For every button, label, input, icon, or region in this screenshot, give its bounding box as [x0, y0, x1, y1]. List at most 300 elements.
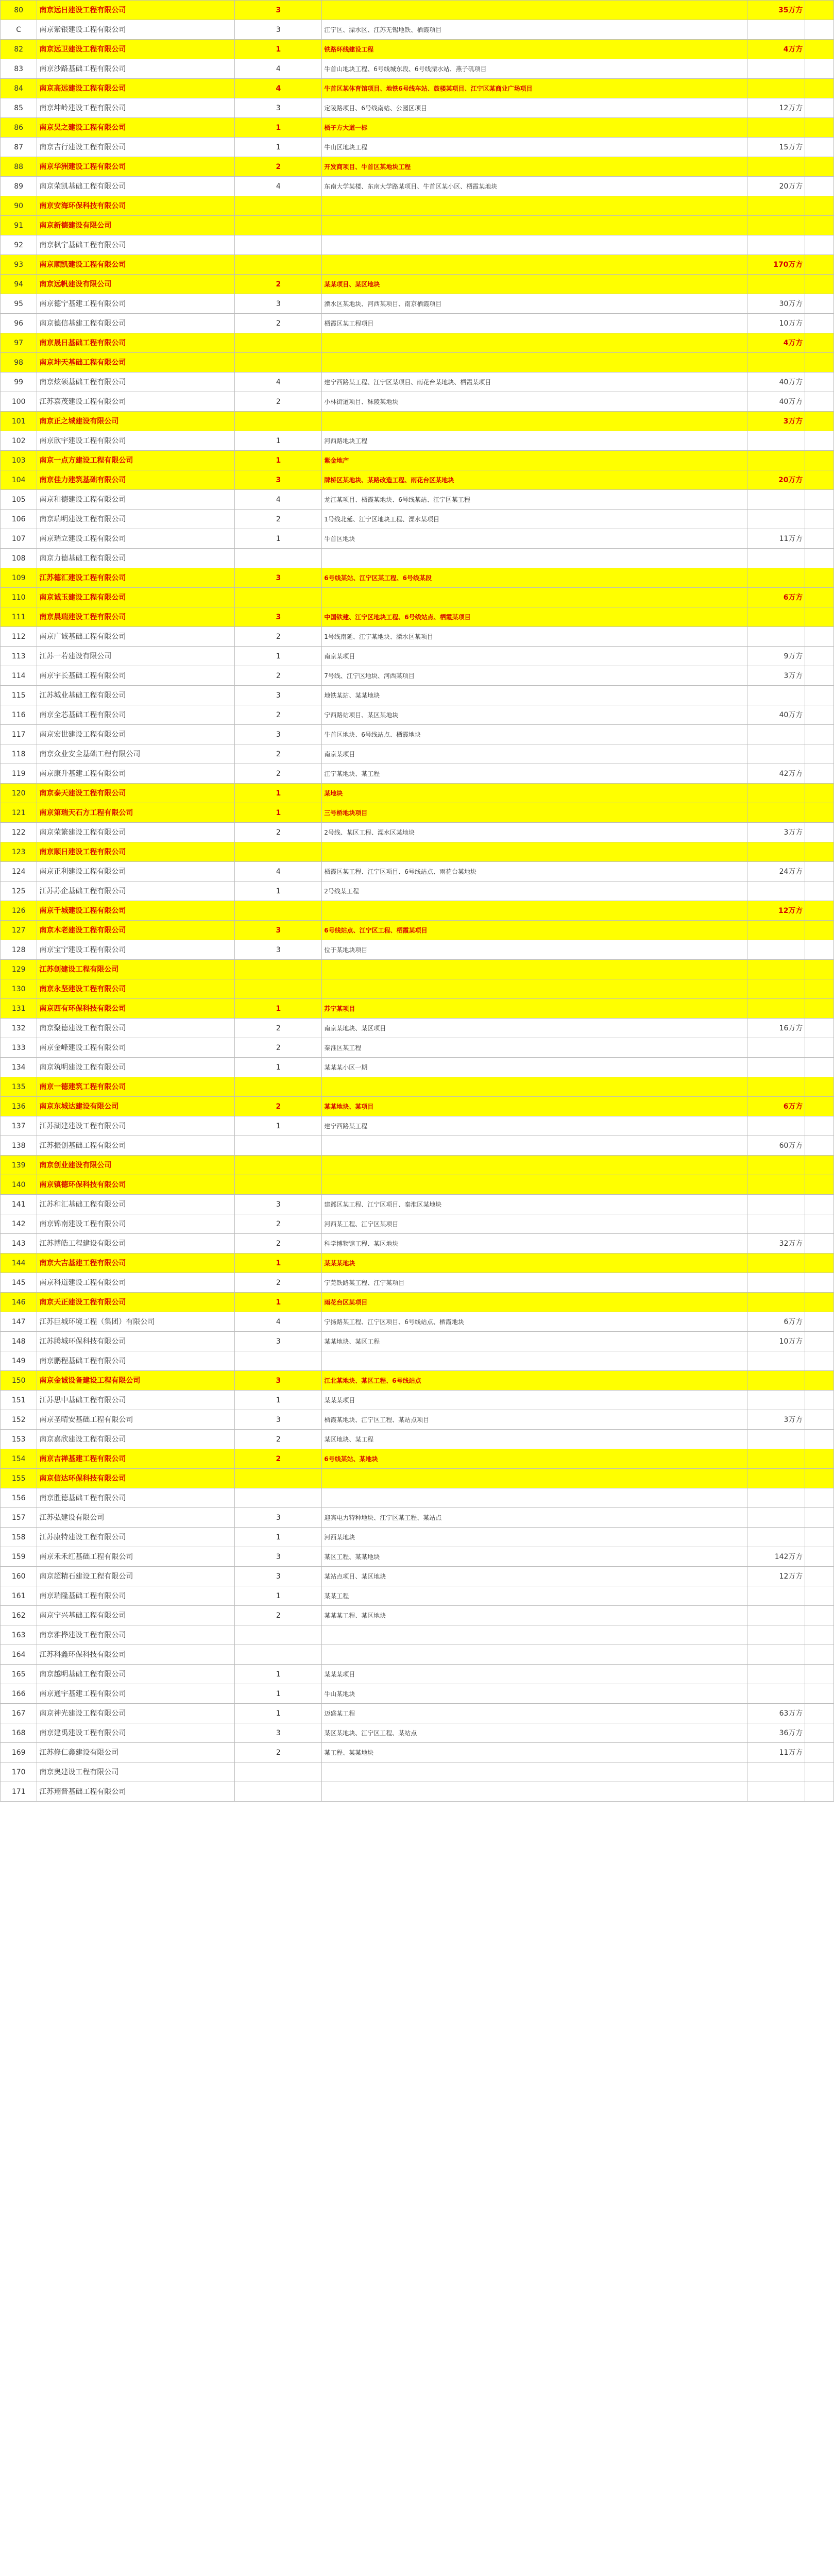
project-list-cell: 2号线某工程: [322, 882, 747, 901]
company-name-cell: 江苏巨城环境工程（集团）有限公司: [37, 1312, 235, 1332]
company-name-cell: 江苏腾城环保科技有限公司: [37, 1332, 235, 1351]
company-name-cell: 南京宝宁建设工程有限公司: [37, 940, 235, 960]
table-row: [1, 275, 834, 294]
project-count-cell: 2: [235, 1038, 322, 1058]
row-number-cell: 164: [1, 1645, 37, 1665]
row-number-cell: 97: [1, 333, 37, 353]
spacer-cell: [805, 353, 834, 372]
company-name-cell: 南京木老建设工程有限公司: [37, 921, 235, 940]
spacer-cell: [805, 1410, 834, 1430]
volume-cell: [747, 1488, 805, 1508]
project-count-cell: 4: [235, 372, 322, 392]
table-row: [1, 1488, 834, 1508]
company-name-cell: 南京圣晴安基础工程有限公司: [37, 1410, 235, 1430]
spacer-cell: [805, 647, 834, 666]
row-number-cell: 149: [1, 1351, 37, 1371]
company-name-cell: 南京神光建设工程有限公司: [37, 1704, 235, 1723]
company-name-cell: 南京广诚基础工程有限公司: [37, 627, 235, 647]
company-name-cell: 江苏翔晋基础工程有限公司: [37, 1782, 235, 1802]
company-name-cell: 南京永坚建设工程有限公司: [37, 979, 235, 999]
volume-cell: 36万方: [747, 1723, 805, 1743]
company-name-cell: 南京远卫建设工程有限公司: [37, 40, 235, 59]
spacer-cell: [805, 607, 834, 627]
volume-cell: 32万方: [747, 1234, 805, 1253]
row-number-cell: 131: [1, 999, 37, 1019]
table-row: [1, 1762, 834, 1782]
company-name-cell: 南京正之城建设有限公司: [37, 412, 235, 431]
volume-cell: [747, 1508, 805, 1528]
project-list-cell: 江宁区、溧水区、江苏无锡地铁、栖霞项目: [322, 20, 747, 40]
table-row: [1, 1430, 834, 1449]
project-count-cell: [235, 1645, 322, 1665]
table-row: [1, 333, 834, 353]
volume-cell: 20万方: [747, 177, 805, 196]
spacer-cell: [805, 1019, 834, 1038]
spacer-cell: [805, 549, 834, 568]
spacer-cell: [805, 1175, 834, 1195]
table-row: [1, 549, 834, 568]
volume-cell: [747, 940, 805, 960]
company-name-cell: 南京华洲建设工程有限公司: [37, 157, 235, 177]
company-name-cell: 南京瑞明建设工程有限公司: [37, 510, 235, 529]
company-name-cell: 南京正利建设工程有限公司: [37, 862, 235, 882]
volume-cell: [747, 1528, 805, 1547]
project-count-cell: 1: [235, 1665, 322, 1684]
row-number-cell: 109: [1, 568, 37, 588]
company-table-body: [1, 1, 834, 1802]
table-row: [1, 725, 834, 744]
company-name-cell: 南京晨瑞建设工程有限公司: [37, 607, 235, 627]
table-row: [1, 1273, 834, 1293]
project-list-cell: 宁扬路某工程、江宁区项目、6号线站点、栖霞地块: [322, 1312, 747, 1332]
company-name-cell: 南京千城建设工程有限公司: [37, 901, 235, 921]
project-count-cell: 1: [235, 40, 322, 59]
spacer-cell: [805, 901, 834, 921]
volume-cell: [747, 549, 805, 568]
project-list-cell: 迈盛某工程: [322, 1704, 747, 1723]
volume-cell: [747, 1116, 805, 1136]
project-count-cell: [235, 1782, 322, 1802]
row-number-cell: 159: [1, 1547, 37, 1567]
project-list-cell: 某某项目、某区地块: [322, 275, 747, 294]
table-row: [1, 314, 834, 333]
company-name-cell: 南京金诚设备建设工程有限公司: [37, 1371, 235, 1391]
project-count-cell: 3: [235, 1332, 322, 1351]
table-row: [1, 1645, 834, 1665]
spacer-cell: [805, 1371, 834, 1391]
project-count-cell: [235, 549, 322, 568]
company-name-cell: 南京第瑞天石方工程有限公司: [37, 803, 235, 823]
project-count-cell: 4: [235, 1312, 322, 1332]
project-count-cell: 2: [235, 744, 322, 764]
company-name-cell: 南京力德基础工程有限公司: [37, 549, 235, 568]
project-list-cell: 牛山某地块: [322, 1684, 747, 1704]
company-name-cell: 江苏德汇建设工程有限公司: [37, 568, 235, 588]
project-count-cell: [235, 1762, 322, 1782]
project-count-cell: 2: [235, 1097, 322, 1116]
spacer-cell: [805, 1684, 834, 1704]
table-row: [1, 940, 834, 960]
row-number-cell: 129: [1, 960, 37, 979]
table-row: [1, 1410, 834, 1430]
project-list-cell: 建邺区某工程、江宁区项目、秦淮区某地块: [322, 1195, 747, 1214]
project-list-cell: 建宁西路某工程、江宁区某项目、雨花台某地块、栖霞某项目: [322, 372, 747, 392]
volume-cell: [747, 744, 805, 764]
spacer-cell: [805, 1, 834, 20]
project-list-cell: 某区地块、某工程: [322, 1430, 747, 1449]
volume-cell: [747, 510, 805, 529]
row-number-cell: 166: [1, 1684, 37, 1704]
volume-cell: [747, 1058, 805, 1077]
spacer-cell: [805, 392, 834, 412]
project-list-cell: 牌桥区某地块、某路改造工程、雨花台区某地块: [322, 470, 747, 490]
company-name-cell: 南京禾禾红基础工程有限公司: [37, 1547, 235, 1567]
project-count-cell: 4: [235, 177, 322, 196]
project-count-cell: 3: [235, 470, 322, 490]
spacer-cell: [805, 118, 834, 138]
spacer-cell: [805, 1782, 834, 1802]
company-name-cell: 南京东城达建设有限公司: [37, 1097, 235, 1116]
spacer-cell: [805, 1430, 834, 1449]
volume-cell: [747, 1782, 805, 1802]
table-row: [1, 431, 834, 451]
company-name-cell: 南京众业安全基础工程有限公司: [37, 744, 235, 764]
volume-cell: [747, 1077, 805, 1097]
spacer-cell: [805, 314, 834, 333]
company-name-cell: 南京金峰建设工程有限公司: [37, 1038, 235, 1058]
volume-cell: [747, 627, 805, 647]
company-name-cell: 南京瑞隆基础工程有限公司: [37, 1586, 235, 1606]
project-list-cell: [322, 216, 747, 235]
row-number-cell: 136: [1, 1097, 37, 1116]
company-name-cell: 南京德信基建工程有限公司: [37, 314, 235, 333]
row-number-cell: 90: [1, 196, 37, 216]
project-list-cell: [322, 1, 747, 20]
project-list-cell: 东南大学某楼、东南大学路某项目、牛首区某小区、栖霞某地块: [322, 177, 747, 196]
volume-cell: 11万方: [747, 1743, 805, 1762]
company-name-cell: 江苏创建设工程有限公司: [37, 960, 235, 979]
row-number-cell: 117: [1, 725, 37, 744]
spacer-cell: [805, 588, 834, 607]
volume-cell: 10万方: [747, 1332, 805, 1351]
project-count-cell: [235, 196, 322, 216]
project-list-cell: 江北某地块、某区工程、6号线站点: [322, 1371, 747, 1391]
company-name-cell: 南京镇德环保科技有限公司: [37, 1175, 235, 1195]
spacer-cell: [805, 823, 834, 842]
project-count-cell: 1: [235, 1528, 322, 1547]
spacer-cell: [805, 882, 834, 901]
spacer-cell: [805, 1077, 834, 1097]
project-list-cell: [322, 412, 747, 431]
spacer-cell: [805, 1391, 834, 1410]
project-count-cell: 1: [235, 1253, 322, 1273]
row-number-cell: 130: [1, 979, 37, 999]
spacer-cell: [805, 862, 834, 882]
spacer-cell: [805, 1547, 834, 1567]
spacer-cell: [805, 1645, 834, 1665]
company-name-cell: 南京欣宇建设工程有限公司: [37, 431, 235, 451]
project-list-cell: 迎宾电力特种地块、江宁区某工程、某站点: [322, 1508, 747, 1528]
project-list-cell: 栖霞区某工程项目: [322, 314, 747, 333]
project-count-cell: 3: [235, 568, 322, 588]
project-list-cell: 牛首山地块工程、6号线城东段、6号线溧水站、燕子矶项目: [322, 59, 747, 79]
row-number-cell: 135: [1, 1077, 37, 1097]
row-number-cell: 132: [1, 1019, 37, 1038]
table-row: [1, 803, 834, 823]
row-number-cell: 120: [1, 784, 37, 803]
table-row: [1, 1293, 834, 1312]
row-number-cell: 147: [1, 1312, 37, 1332]
row-number-cell: 171: [1, 1782, 37, 1802]
table-row: [1, 1077, 834, 1097]
company-name-cell: 南京瑞立建设工程有限公司: [37, 529, 235, 549]
project-count-cell: 3: [235, 1410, 322, 1430]
row-number-cell: 96: [1, 314, 37, 333]
table-row: [1, 1625, 834, 1645]
row-number-cell: 161: [1, 1586, 37, 1606]
project-list-cell: 某某某小区一期: [322, 1058, 747, 1077]
row-number-cell: 127: [1, 921, 37, 940]
volume-cell: 3万方: [747, 1410, 805, 1430]
project-list-cell: 位于某地块项目: [322, 940, 747, 960]
project-list-cell: 雨花台区某项目: [322, 1293, 747, 1312]
row-number-cell: 165: [1, 1665, 37, 1684]
row-number-cell: 87: [1, 138, 37, 157]
company-name-cell: 南京天正建设工程有限公司: [37, 1293, 235, 1312]
volume-cell: 15万方: [747, 138, 805, 157]
table-row: [1, 353, 834, 372]
volume-cell: [747, 803, 805, 823]
table-row: [1, 157, 834, 177]
row-number-cell: 126: [1, 901, 37, 921]
spacer-cell: [805, 1156, 834, 1175]
company-name-cell: 江苏和汇基础工程有限公司: [37, 1195, 235, 1214]
company-name-cell: 江苏科鑫环保科技有限公司: [37, 1645, 235, 1665]
row-number-cell: 168: [1, 1723, 37, 1743]
row-number-cell: C: [1, 20, 37, 40]
project-list-cell: 南京某项目: [322, 744, 747, 764]
table-row: [1, 294, 834, 314]
project-list-cell: 某某工程: [322, 1586, 747, 1606]
company-name-cell: 江苏城业基础工程有限公司: [37, 686, 235, 705]
project-count-cell: 2: [235, 314, 322, 333]
volume-cell: [747, 216, 805, 235]
project-count-cell: 3: [235, 1, 322, 20]
spacer-cell: [805, 1332, 834, 1351]
spacer-cell: [805, 1528, 834, 1547]
project-count-cell: 3: [235, 686, 322, 705]
company-name-cell: 江苏康特建设工程有限公司: [37, 1528, 235, 1547]
spacer-cell: [805, 1469, 834, 1488]
row-number-cell: 141: [1, 1195, 37, 1214]
company-name-cell: 南京建禹建设工程有限公司: [37, 1723, 235, 1743]
volume-cell: [747, 960, 805, 979]
company-name-cell: 南京吉禅基建工程有限公司: [37, 1449, 235, 1469]
volume-cell: 60万方: [747, 1136, 805, 1156]
table-row: [1, 470, 834, 490]
table-row: [1, 784, 834, 803]
volume-cell: 20万方: [747, 470, 805, 490]
volume-cell: [747, 1038, 805, 1058]
spacer-cell: [805, 921, 834, 940]
table-row: [1, 568, 834, 588]
table-row: [1, 1019, 834, 1038]
row-number-cell: 140: [1, 1175, 37, 1195]
row-number-cell: 125: [1, 882, 37, 901]
company-name-cell: 南京吉行建设工程有限公司: [37, 138, 235, 157]
project-list-cell: 中国铁建、江宁区地块工程、6号线站点、栖霞某项目: [322, 607, 747, 627]
spacer-cell: [805, 431, 834, 451]
spacer-cell: [805, 1743, 834, 1762]
row-number-cell: 89: [1, 177, 37, 196]
volume-cell: 40万方: [747, 705, 805, 725]
project-count-cell: [235, 353, 322, 372]
spacer-cell: [805, 275, 834, 294]
company-name-cell: 南京雅桦建设工程有限公司: [37, 1625, 235, 1645]
table-row: [1, 1371, 834, 1391]
row-number-cell: 82: [1, 40, 37, 59]
project-list-cell: [322, 1762, 747, 1782]
row-number-cell: 148: [1, 1332, 37, 1351]
row-number-cell: 160: [1, 1567, 37, 1586]
company-name-cell: 江苏修仁鑫建设有限公司: [37, 1743, 235, 1762]
project-count-cell: 3: [235, 1508, 322, 1528]
table-row: [1, 647, 834, 666]
project-count-cell: 1: [235, 1684, 322, 1704]
volume-cell: [747, 275, 805, 294]
project-list-cell: 牛山区地块工程: [322, 138, 747, 157]
company-name-cell: 南京一点方建设工程有限公司: [37, 451, 235, 470]
project-list-cell: 6号线某站、江宁区某工程、6号线某段: [322, 568, 747, 588]
project-list-cell: 7号线、江宁区地块、河西某项目: [322, 666, 747, 686]
row-number-cell: 158: [1, 1528, 37, 1547]
project-count-cell: 3: [235, 607, 322, 627]
project-list-cell: 栖子方大道一标: [322, 118, 747, 138]
project-count-cell: [235, 235, 322, 255]
row-number-cell: 134: [1, 1058, 37, 1077]
volume-cell: 30万方: [747, 294, 805, 314]
project-list-cell: 龙江某项目、栖霞某地块、6号线某站、江宁区某工程: [322, 490, 747, 510]
volume-cell: [747, 1430, 805, 1449]
project-list-cell: 6号线某站、某地块: [322, 1449, 747, 1469]
project-list-cell: 牛首区地块: [322, 529, 747, 549]
table-row: [1, 79, 834, 98]
project-list-cell: 栖霞某地块、江宁区工程、某站点项目: [322, 1410, 747, 1430]
volume-cell: [747, 607, 805, 627]
table-row: [1, 59, 834, 79]
project-list-cell: [322, 353, 747, 372]
project-count-cell: [235, 1351, 322, 1371]
table-row: [1, 1214, 834, 1234]
table-row: [1, 510, 834, 529]
volume-cell: [747, 842, 805, 862]
volume-cell: 12万方: [747, 901, 805, 921]
spacer-cell: [805, 196, 834, 216]
row-number-cell: 100: [1, 392, 37, 412]
row-number-cell: 124: [1, 862, 37, 882]
spacer-cell: [805, 1214, 834, 1234]
spacer-cell: [805, 1038, 834, 1058]
table-row: [1, 1253, 834, 1273]
table-row: [1, 1156, 834, 1175]
project-count-cell: 2: [235, 275, 322, 294]
table-row: [1, 1567, 834, 1586]
project-list-cell: 某站点项目、某区地块: [322, 1567, 747, 1586]
project-count-cell: 3: [235, 725, 322, 744]
project-count-cell: 3: [235, 20, 322, 40]
project-count-cell: 3: [235, 98, 322, 118]
table-row: [1, 177, 834, 196]
project-count-cell: 3: [235, 1371, 322, 1391]
table-row: [1, 412, 834, 431]
volume-cell: [747, 118, 805, 138]
row-number-cell: 170: [1, 1762, 37, 1782]
project-count-cell: 1: [235, 451, 322, 470]
spacer-cell: [805, 1097, 834, 1116]
row-number-cell: 114: [1, 666, 37, 686]
volume-cell: 11万方: [747, 529, 805, 549]
row-number-cell: 95: [1, 294, 37, 314]
company-name-cell: 南京宁兴基础工程有限公司: [37, 1606, 235, 1625]
row-number-cell: 167: [1, 1704, 37, 1723]
project-count-cell: 3: [235, 940, 322, 960]
company-name-cell: 南京西有环保科技有限公司: [37, 999, 235, 1019]
company-name-cell: 南京荣繁建设工程有限公司: [37, 823, 235, 842]
table-row: [1, 1175, 834, 1195]
project-count-cell: 3: [235, 1547, 322, 1567]
volume-cell: [747, 1606, 805, 1625]
project-list-cell: [322, 1136, 747, 1156]
table-row: [1, 392, 834, 412]
table-row: [1, 686, 834, 705]
spacer-cell: [805, 255, 834, 275]
volume-cell: [747, 20, 805, 40]
project-count-cell: [235, 979, 322, 999]
project-list-cell: 定陵路项目、6号线南站、公园区项目: [322, 98, 747, 118]
company-name-cell: 南京顺日建设工程有限公司: [37, 842, 235, 862]
project-count-cell: 1: [235, 882, 322, 901]
volume-cell: [747, 686, 805, 705]
volume-cell: [747, 882, 805, 901]
spacer-cell: [805, 1234, 834, 1253]
project-list-cell: 河西某地块: [322, 1528, 747, 1547]
project-list-cell: 建宁西路某工程: [322, 1116, 747, 1136]
project-list-cell: 2号线、某区工程、溧水区某地块: [322, 823, 747, 842]
spacer-cell: [805, 1704, 834, 1723]
company-name-cell: 南京和德建设工程有限公司: [37, 490, 235, 510]
row-number-cell: 169: [1, 1743, 37, 1762]
spacer-cell: [805, 627, 834, 647]
spacer-cell: [805, 529, 834, 549]
project-count-cell: 3: [235, 1195, 322, 1214]
project-list-cell: 1号线北延、江宁区地块工程、溧水某项目: [322, 510, 747, 529]
project-list-cell: 南京某地块、某区项目: [322, 1019, 747, 1038]
spacer-cell: [805, 79, 834, 98]
project-count-cell: 1: [235, 647, 322, 666]
volume-cell: [747, 725, 805, 744]
company-name-cell: 南京坤岭建设工程有限公司: [37, 98, 235, 118]
project-list-cell: 牛首区某体育馆项目、地铁6号线车站、鼓楼某项目、江宁区某商业广场项目: [322, 79, 747, 98]
project-count-cell: 4: [235, 490, 322, 510]
row-number-cell: 156: [1, 1488, 37, 1508]
company-name-cell: 南京佳力建筑基础有限公司: [37, 470, 235, 490]
spacer-cell: [805, 1625, 834, 1645]
volume-cell: [747, 59, 805, 79]
project-count-cell: [235, 1625, 322, 1645]
company-name-cell: 南京高远建设工程有限公司: [37, 79, 235, 98]
company-name-cell: 南京科道建设工程有限公司: [37, 1273, 235, 1293]
project-count-cell: [235, 1077, 322, 1097]
